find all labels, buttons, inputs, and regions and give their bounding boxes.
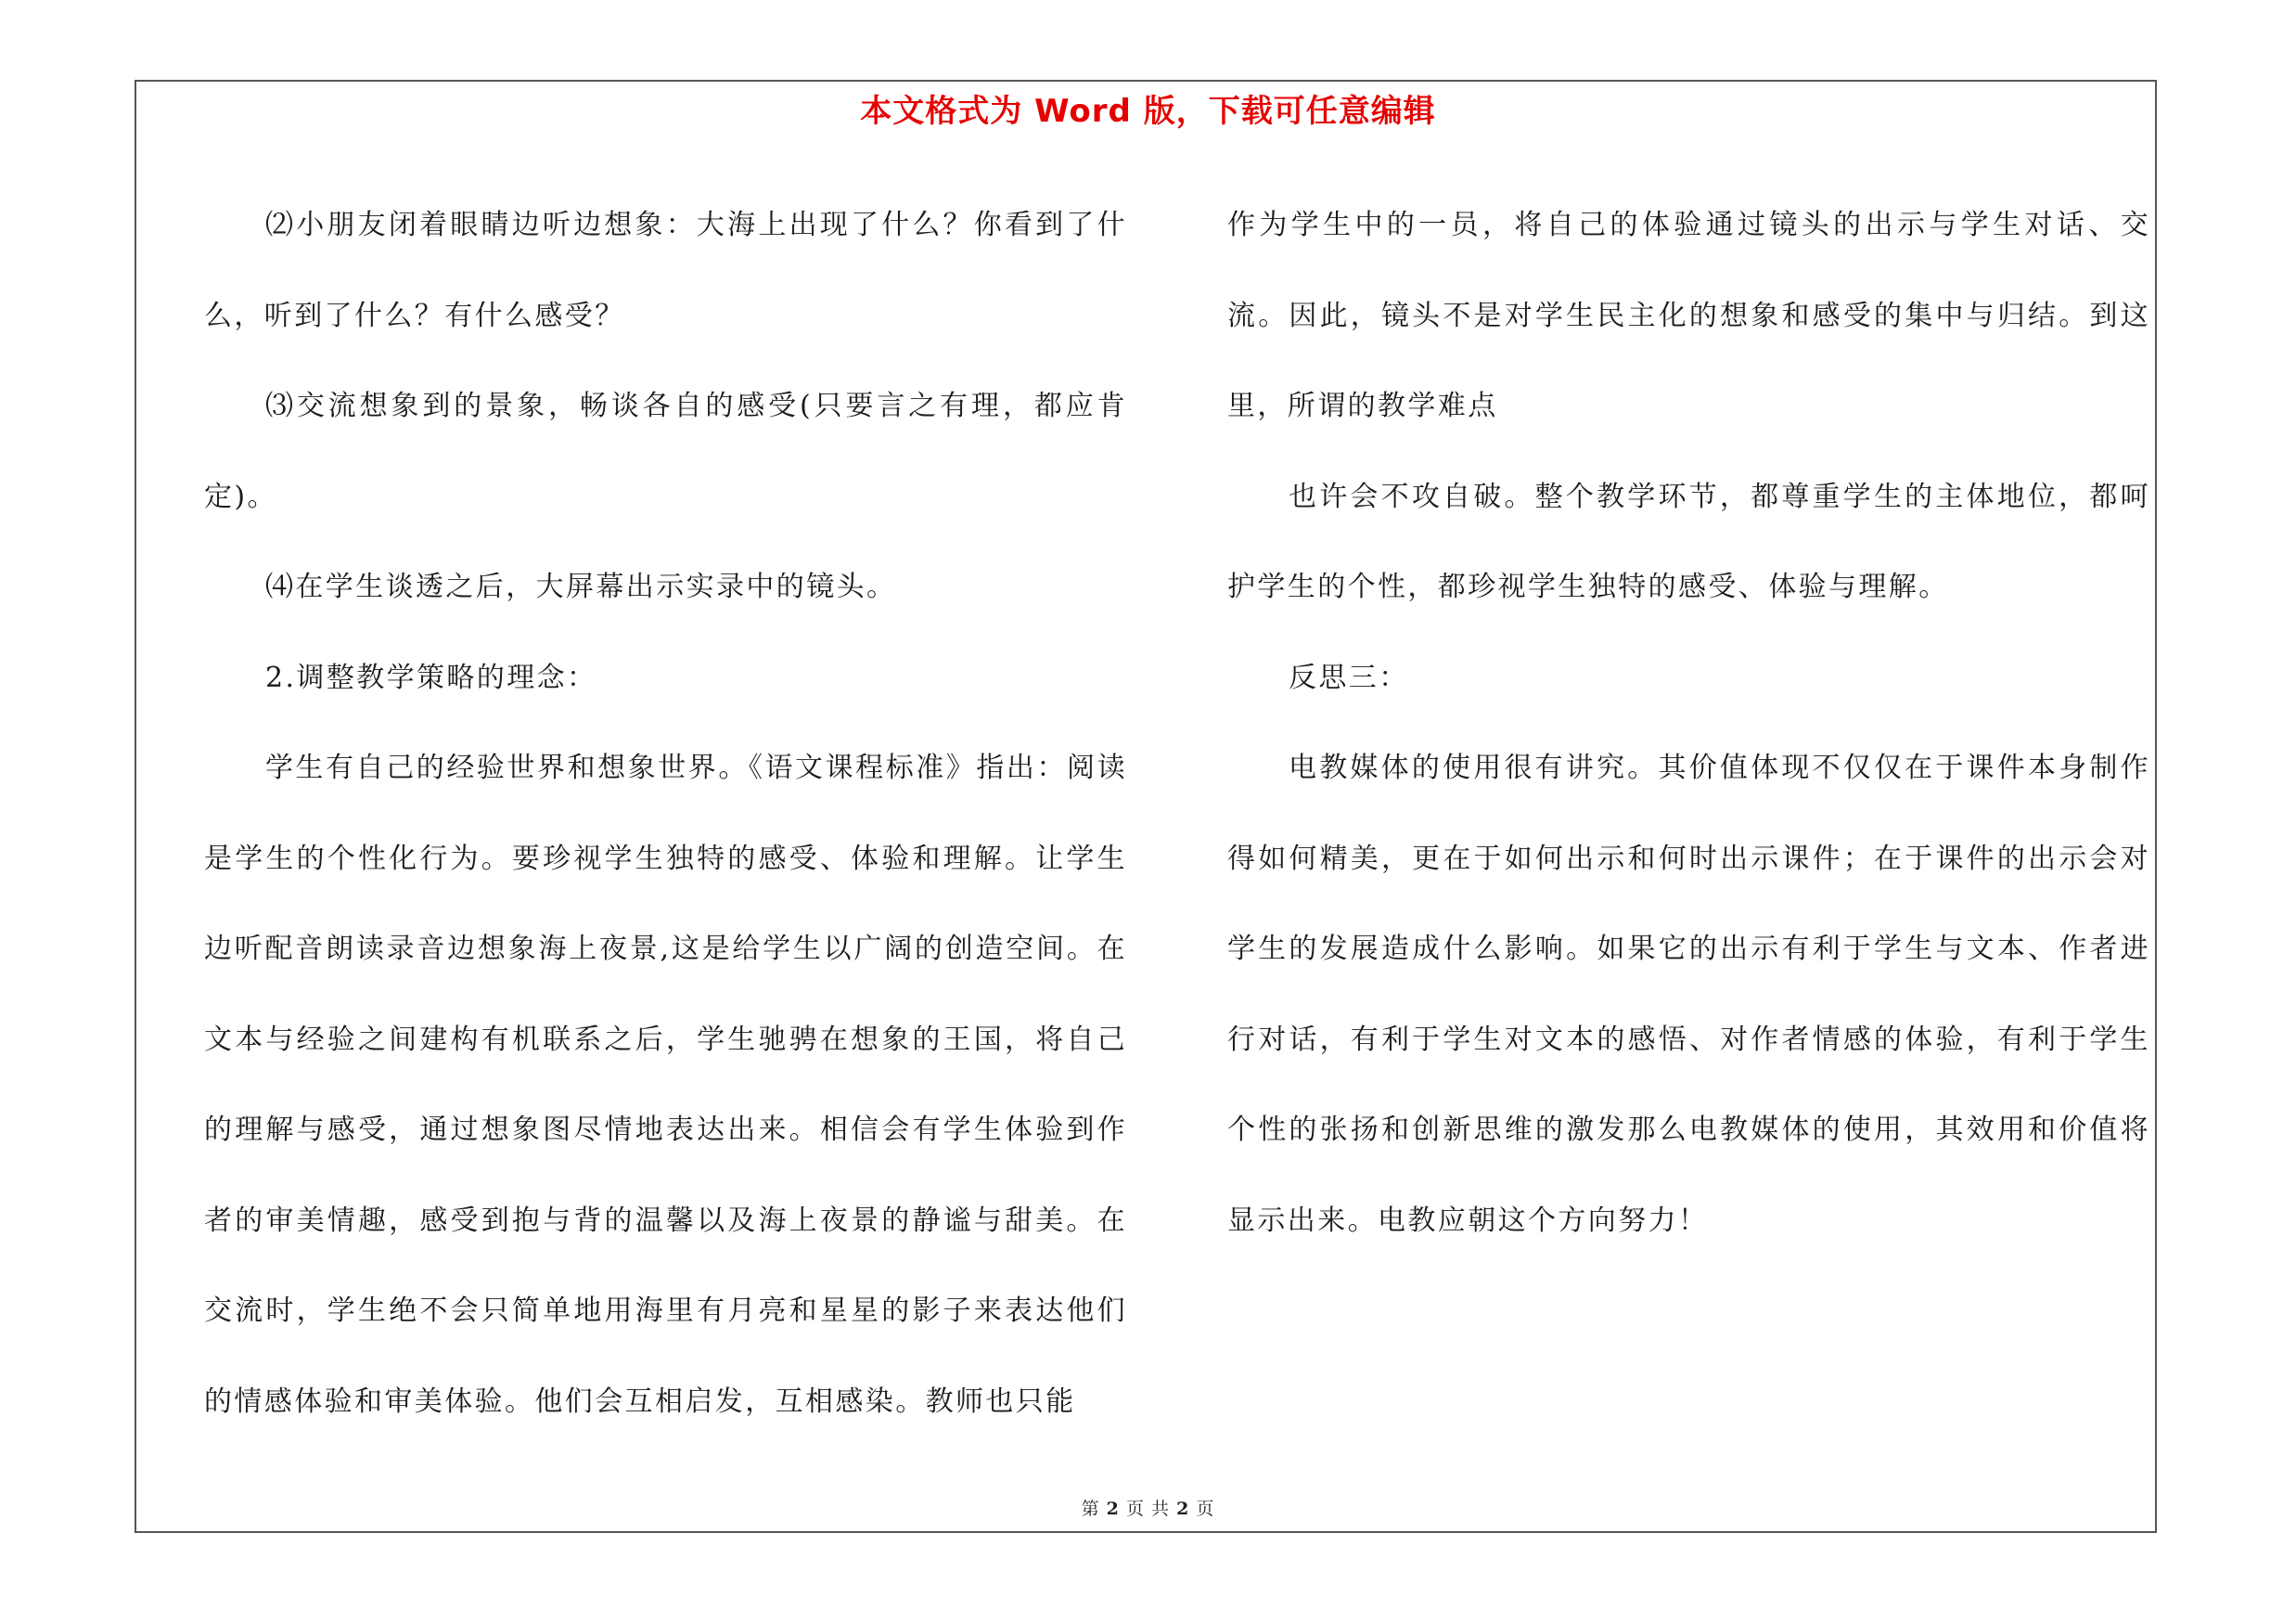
right-column	[1227, 180, 2150, 1266]
paragraph-media-usage: 电教媒体的使用很有讲究。其价值体现不仅仅在于课件本身制作得如何精美，更在于如何出示和何时出示课件；在于课件的出示会对学生的发展造成什么影响。如果它的出示有利于学生与文本、作者进行对话，有利于学生对文本的感悟、对作者情感的体验，有利于学生个性的张扬和创新思维的激发那么电教媒体的使用，其效用和价值将显示出来。电教应朝这个方向努力！	[1227, 752, 2150, 1237]
watermark-banner: 本文格式为 Word 版，下载可任意编辑	[860, 93, 1436, 130]
footer-total-word: 共	[1151, 1499, 1171, 1519]
footer-page-word: 页	[1125, 1499, 1145, 1519]
paragraph-difficulty: 也许会不攻自破。整个教学环节，都尊重学生的主体地位，都呵护学生的个性，都珍视学生独特的感受、体验与理解。	[1227, 480, 2150, 603]
paragraph-continued: 作为学生中的一员，将自己的体验通过镜头的出示与学生对话、交流。因此，镜头不是对学生民主化的想象和感受的集中与归结。到这里，所谓的教学难点	[1227, 209, 2150, 422]
section-heading-strategy: 2.调整教学策略的理念：	[265, 661, 597, 694]
paragraph-step-4: ⑷在学生谈透之后，大屏幕出示实录中的镜头。	[265, 571, 897, 603]
section-heading-reflection-3: 反思三：	[1289, 661, 1409, 694]
footer-suffix: 页	[1196, 1499, 1215, 1519]
footer-total-pages: 2	[1176, 1499, 1190, 1519]
footer-current-page: 2	[1106, 1499, 1120, 1519]
paragraph-step-3: ⑶交流想象到的景象，畅谈各自的感受(只要言之有理，都应肯定)。	[204, 390, 1127, 513]
footer-prefix: 第	[1081, 1499, 1100, 1519]
page-footer	[0, 1495, 2296, 1520]
paragraph-strategy-body: 学生有自己的经验世界和想象世界。《语文课程标准》指出：阅读是学生的个性化行为。要珍视学生独特的感受、体验和理解。让学生边听配音朗读录音边想象海上夜景,这是给学生以广阔的创造空间。在文本与经验之间建构有机联系之后，学生驰骋在想象的王国，将自己的理解与感受，通过想象图尽情地表达出来。相信会有学生体验到作者的审美情趣，感受到抱与背的温馨以及海上夜景的静谧与甜美。在交流时，学生绝不会只简单地用海里有月亮和星星的影子来表达他们的情感体验和审美体验。他们会互相启发，互相感染。教师也只能	[204, 752, 1127, 1418]
left-column	[204, 180, 1127, 1447]
paragraph-step-2: ⑵小朋友闭着眼睛边听边想象：大海上出现了什么？你看到了什么，听到了什么？有什么感受？	[204, 209, 1127, 332]
